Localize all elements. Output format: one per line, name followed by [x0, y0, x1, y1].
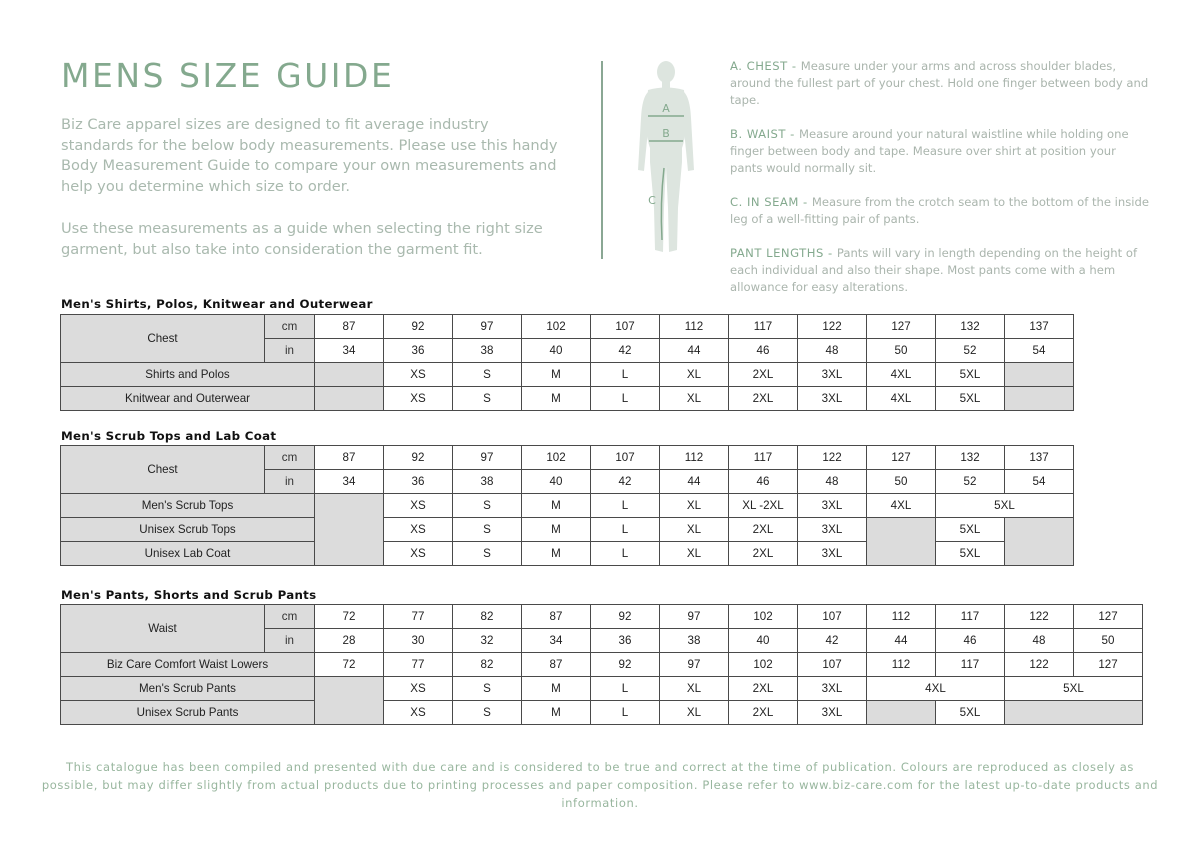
value-cm: 107	[591, 315, 660, 339]
table-row	[61, 677, 1143, 701]
unit-label-cm: cm	[265, 446, 315, 470]
empty-cell	[867, 518, 936, 566]
section-title-scrub-tops: Men's Scrub Tops and Lab Coat	[61, 429, 277, 443]
note-chest: A. CHEST - Measure under your arms and across shoulder blades, around the fullest part of your chest. Hold one finger between body and tape.	[730, 59, 1149, 107]
size-cell: L	[591, 677, 660, 701]
value-cm: 137	[1005, 315, 1074, 339]
size-cell: XL -2XL	[729, 494, 798, 518]
size-cell: S	[453, 542, 522, 566]
measurement-label: Chest	[61, 315, 265, 363]
size-cell: M	[522, 677, 591, 701]
value-in: 40	[522, 339, 591, 363]
size-cell: L	[591, 542, 660, 566]
row-label: Biz Care Comfort Waist Lowers	[61, 653, 315, 677]
empty-cell	[1005, 701, 1143, 725]
size-cell: L	[591, 494, 660, 518]
size-cell: S	[453, 701, 522, 725]
empty-cell	[315, 677, 384, 725]
intro-guidance: Use these measurements as a guide when selecting the right size garment, but also take into consideration the garment fit.	[61, 220, 543, 258]
value-cm: 87	[315, 315, 384, 339]
value-in: 44	[867, 629, 936, 653]
value-in: 50	[867, 339, 936, 363]
value-cm: 97	[660, 605, 729, 629]
size-cell: L	[591, 363, 660, 387]
note-inseam: C. IN SEAM - Measure from the crotch seam to the bottom of the inside leg of a well-fitting pair of pants.	[730, 195, 1149, 226]
size-cell: M	[522, 518, 591, 542]
table-row	[61, 387, 1074, 411]
size-table-scrub-tops	[60, 445, 1074, 566]
value-cm: 82	[453, 605, 522, 629]
value-cm: 132	[936, 446, 1005, 470]
value-cm: 122	[1005, 605, 1074, 629]
unit-label-cm: cm	[265, 605, 315, 629]
value-cm: 112	[660, 315, 729, 339]
value-in: 44	[660, 470, 729, 494]
value-cm: 72	[315, 605, 384, 629]
size-cell: 3XL	[798, 677, 867, 701]
value-cm: 127	[1074, 605, 1143, 629]
empty-cell	[315, 387, 384, 411]
size-cell: 82	[453, 653, 522, 677]
size-cell: 2XL	[729, 677, 798, 701]
size-cell: 2XL	[729, 387, 798, 411]
label-c: C	[648, 194, 656, 207]
size-cell: 5XL	[936, 387, 1005, 411]
size-cell: XS	[384, 701, 453, 725]
value-cm: 77	[384, 605, 453, 629]
size-cell: 102	[729, 653, 798, 677]
value-in: 52	[936, 339, 1005, 363]
value-in: 38	[453, 339, 522, 363]
size-cell: 92	[591, 653, 660, 677]
size-cell: XS	[384, 494, 453, 518]
value-in: 36	[384, 470, 453, 494]
value-cm: 132	[936, 315, 1005, 339]
size-cell: M	[522, 387, 591, 411]
size-cell: S	[453, 363, 522, 387]
size-cell: XS	[384, 542, 453, 566]
size-cell: 4XL	[867, 363, 936, 387]
value-in: 42	[798, 629, 867, 653]
value-in: 42	[591, 470, 660, 494]
value-cm: 97	[453, 315, 522, 339]
value-in: 38	[660, 629, 729, 653]
value-in: 30	[384, 629, 453, 653]
value-in: 46	[936, 629, 1005, 653]
value-cm: 122	[798, 315, 867, 339]
table-row	[61, 701, 1143, 725]
size-cell: L	[591, 387, 660, 411]
size-cell: 3XL	[798, 542, 867, 566]
value-in: 48	[798, 470, 867, 494]
value-cm: 92	[384, 315, 453, 339]
row-label: Knitwear and Outerwear	[61, 387, 315, 411]
size-cell: 5XL	[936, 518, 1005, 542]
measurement-notes	[730, 58, 1150, 313]
value-in: 44	[660, 339, 729, 363]
size-cell: XL	[660, 677, 729, 701]
section-title-shirts: Men's Shirts, Polos, Knitwear and Outerwear	[61, 297, 373, 311]
measurement-label: Waist	[61, 605, 265, 653]
table-row	[61, 653, 1143, 677]
measurement-row-cm	[61, 315, 1074, 339]
measurement-label: Chest	[61, 446, 265, 494]
size-cell: 112	[867, 653, 936, 677]
size-cell: L	[591, 518, 660, 542]
size-cell: 3XL	[798, 701, 867, 725]
value-cm: 102	[522, 446, 591, 470]
value-cm: 112	[660, 446, 729, 470]
size-cell: XL	[660, 542, 729, 566]
value-cm: 117	[729, 446, 798, 470]
size-cell: XS	[384, 363, 453, 387]
measurement-row-cm	[61, 605, 1143, 629]
unit-label-in: in	[265, 339, 315, 363]
size-cell: 3XL	[798, 494, 867, 518]
intro-paragraph: Biz Care apparel sizes are designed to fit average industry standards for the below body measurements. Please use this handy Body Measurement Guide to compare your own measurements and help you determine which size to order.	[61, 116, 558, 195]
size-cell: 4XL	[867, 387, 936, 411]
size-cell: 2XL	[729, 542, 798, 566]
value-in: 54	[1005, 339, 1074, 363]
value-cm: 87	[315, 446, 384, 470]
body-figure	[626, 58, 706, 258]
value-cm: 102	[522, 315, 591, 339]
size-cell: 5XL	[936, 542, 1005, 566]
value-in: 42	[591, 339, 660, 363]
body-silhouette-icon	[626, 58, 706, 258]
value-cm: 127	[867, 446, 936, 470]
size-cell: 4XL	[867, 677, 1005, 701]
size-cell: 2XL	[729, 518, 798, 542]
empty-cell	[867, 701, 936, 725]
size-cell: M	[522, 701, 591, 725]
value-in: 48	[1005, 629, 1074, 653]
size-cell: 107	[798, 653, 867, 677]
size-cell: XL	[660, 701, 729, 725]
value-in: 40	[522, 470, 591, 494]
size-cell: XS	[384, 387, 453, 411]
row-label: Unisex Scrub Tops	[61, 518, 315, 542]
section-title-pants: Men's Pants, Shorts and Scrub Pants	[61, 588, 317, 602]
row-label: Men's Scrub Pants	[61, 677, 315, 701]
value-cm: 117	[729, 315, 798, 339]
value-cm: 92	[384, 446, 453, 470]
divider-line	[601, 61, 603, 259]
empty-cell	[1005, 518, 1074, 566]
size-cell: S	[453, 387, 522, 411]
value-cm: 122	[798, 446, 867, 470]
value-cm: 87	[522, 605, 591, 629]
size-cell: 5XL	[936, 363, 1005, 387]
size-cell: M	[522, 363, 591, 387]
table-row	[61, 494, 1074, 518]
note-pant-lengths: PANT LENGTHS - Pants will vary in length depending on the height of each individual and also their shape. Most pants come with a hem allowance for easy alterations.	[730, 246, 1138, 294]
value-cm: 107	[798, 605, 867, 629]
value-in: 48	[798, 339, 867, 363]
value-in: 50	[867, 470, 936, 494]
size-cell: 4XL	[867, 494, 936, 518]
value-in: 46	[729, 470, 798, 494]
row-label: Unisex Scrub Pants	[61, 701, 315, 725]
size-cell: XL	[660, 363, 729, 387]
row-label: Men's Scrub Tops	[61, 494, 315, 518]
value-cm: 112	[867, 605, 936, 629]
size-cell: 77	[384, 653, 453, 677]
measurement-row-cm	[61, 446, 1074, 470]
table-row	[61, 518, 1074, 542]
size-cell: 127	[1074, 653, 1143, 677]
label-b: B	[662, 127, 670, 140]
value-in: 50	[1074, 629, 1143, 653]
size-cell: S	[453, 494, 522, 518]
value-cm: 92	[591, 605, 660, 629]
value-in: 32	[453, 629, 522, 653]
value-in: 34	[522, 629, 591, 653]
empty-cell	[1005, 363, 1074, 387]
size-cell: M	[522, 494, 591, 518]
size-cell: 3XL	[798, 363, 867, 387]
value-cm: 102	[729, 605, 798, 629]
value-cm: 107	[591, 446, 660, 470]
value-in: 36	[384, 339, 453, 363]
empty-cell	[315, 494, 384, 566]
table-row	[61, 363, 1074, 387]
size-cell: L	[591, 701, 660, 725]
size-cell: 5XL	[1005, 677, 1143, 701]
size-cell: 3XL	[798, 387, 867, 411]
empty-cell	[1005, 387, 1074, 411]
row-label: Unisex Lab Coat	[61, 542, 315, 566]
size-cell: XL	[660, 387, 729, 411]
size-cell: 117	[936, 653, 1005, 677]
size-cell: S	[453, 518, 522, 542]
value-in: 54	[1005, 470, 1074, 494]
size-table-shirts	[60, 314, 1074, 411]
row-label: Shirts and Polos	[61, 363, 315, 387]
size-cell: 72	[315, 653, 384, 677]
value-in: 52	[936, 470, 1005, 494]
size-cell: 87	[522, 653, 591, 677]
label-a: A	[662, 102, 670, 115]
size-cell: 3XL	[798, 518, 867, 542]
size-cell: 5XL	[936, 494, 1074, 518]
size-cell: XS	[384, 518, 453, 542]
value-cm: 137	[1005, 446, 1074, 470]
size-cell: XL	[660, 494, 729, 518]
size-cell: S	[453, 677, 522, 701]
value-cm: 127	[867, 315, 936, 339]
unit-label-in: in	[265, 470, 315, 494]
value-in: 34	[315, 470, 384, 494]
size-cell: XL	[660, 518, 729, 542]
note-waist: B. WAIST - Measure around your natural waistline while holding one finger between body and tape. Measure over shirt at position your pants would normally sit.	[730, 127, 1129, 175]
size-cell: 122	[1005, 653, 1074, 677]
value-cm: 117	[936, 605, 1005, 629]
size-table-pants	[60, 604, 1143, 725]
size-cell: 2XL	[729, 701, 798, 725]
value-cm: 97	[453, 446, 522, 470]
unit-label-cm: cm	[265, 315, 315, 339]
footer-disclaimer: This catalogue has been compiled and presented with due care and is considered to be true and correct at the time of publication. Colours are reproduced as closely as possible, but may differ slightly from actual products due to printing processes and paper composition. Please refer to www.biz-care.com for the latest up-to-date products and information.	[41, 760, 1159, 810]
page-title: MENS SIZE GUIDE	[61, 56, 395, 95]
value-in: 34	[315, 339, 384, 363]
unit-label-in: in	[265, 629, 315, 653]
value-in: 40	[729, 629, 798, 653]
empty-cell	[315, 363, 384, 387]
value-in: 46	[729, 339, 798, 363]
size-cell: 5XL	[936, 701, 1005, 725]
value-in: 28	[315, 629, 384, 653]
value-in: 36	[591, 629, 660, 653]
size-cell: 97	[660, 653, 729, 677]
size-cell: 2XL	[729, 363, 798, 387]
size-cell: M	[522, 542, 591, 566]
size-cell: XS	[384, 677, 453, 701]
value-in: 38	[453, 470, 522, 494]
